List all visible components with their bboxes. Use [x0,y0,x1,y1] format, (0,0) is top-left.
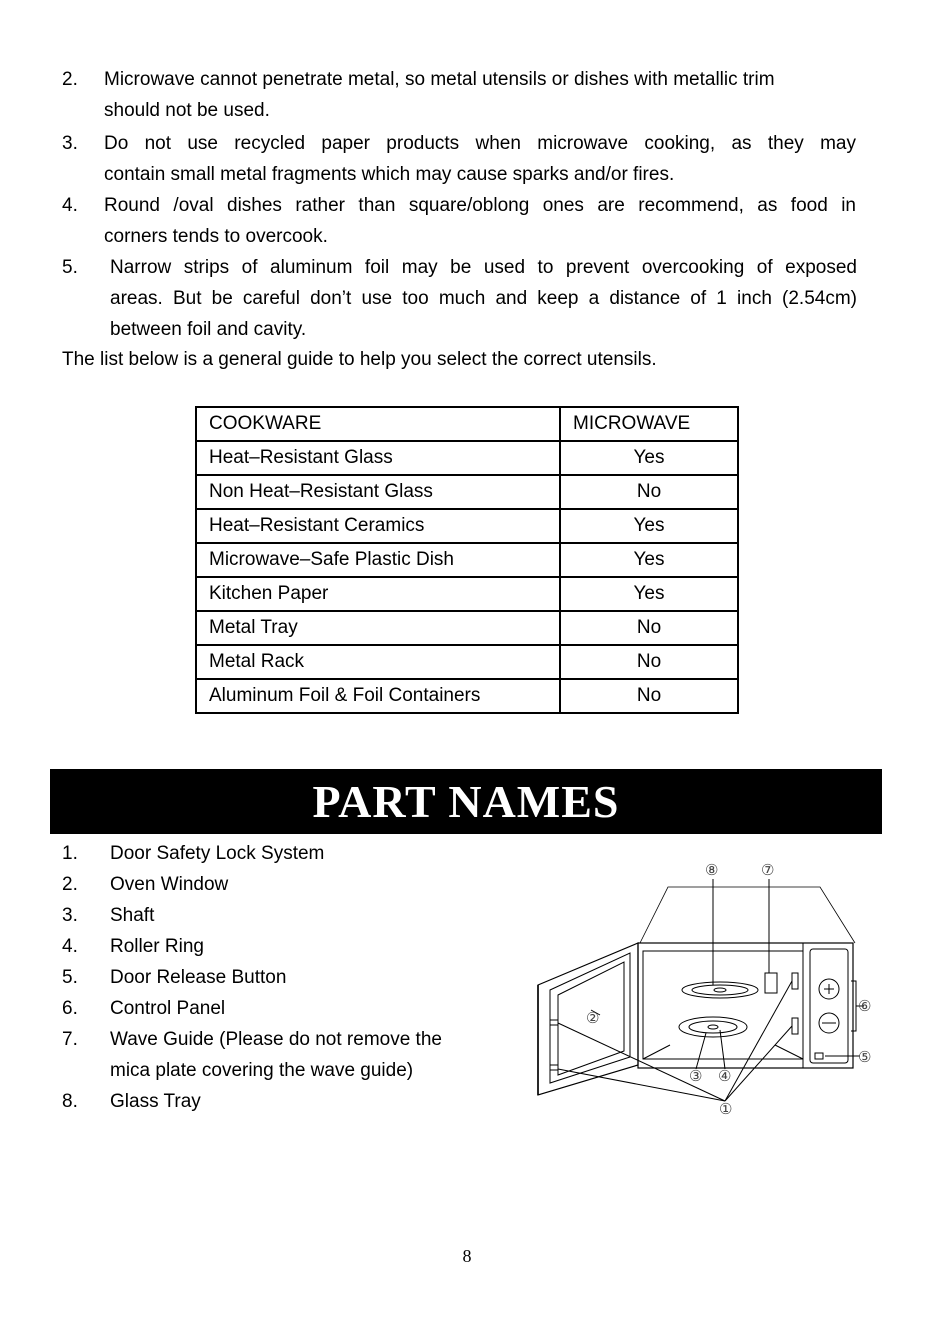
cookware-cell: Metal Tray [196,611,560,645]
note-number: 3. [62,133,78,154]
callout-4: ④ [718,1068,732,1085]
note-line: Microwave cannot penetrate metal, so metal utensils or dishes with metallic trim [104,69,775,90]
cookware-cell: Microwave–Safe Plastic Dish [196,543,560,577]
part-number: 4. [62,936,78,957]
callout-1: ① [719,1101,733,1118]
part-number: 6. [62,998,78,1019]
part-number: 1. [62,843,78,864]
note-number: 5. [62,257,78,278]
table-row [196,611,738,645]
microwave-cell: No [560,679,738,713]
table-header-row [196,407,738,441]
microwave-cell: Yes [560,577,738,611]
note-line: corners tends to overcook. [104,226,328,247]
microwave-cell: Yes [560,543,738,577]
microwave-cell: No [560,611,738,645]
table-row [196,509,738,543]
page-number: 8 [462,1246,472,1266]
note-line: Narrow strips of aluminum foil may be used to prevent overcooking of exposed [110,257,857,278]
table-row [196,475,738,509]
cookware-cell: Kitchen Paper [196,577,560,611]
cookware-cell: Aluminum Foil & Foil Containers [196,679,560,713]
part-label: Oven Window [110,874,229,895]
table-row [196,543,738,577]
part-label: Shaft [110,905,155,926]
microwave-cell: No [560,475,738,509]
note-line: contain small metal fragments which may cause sparks and/or fires. [104,164,675,185]
cookware-cell: Heat–Resistant Glass [196,441,560,475]
part-label: Glass Tray [110,1091,201,1112]
table-header-cookware: COOKWARE [196,407,560,441]
table-row [196,645,738,679]
note-line: should not be used. [104,100,270,121]
microwave-diagram [520,855,900,1130]
section-title-banner: PART NAMES [50,769,882,834]
callout-3: ③ [689,1068,703,1085]
cookware-cell: Metal Rack [196,645,560,679]
cookware-table [195,406,739,714]
callout-7: ⑦ [761,862,775,879]
table-row [196,441,738,475]
part-label: Door Safety Lock System [110,843,325,864]
part-label: Control Panel [110,998,226,1019]
table-header-microwave: MICROWAVE [560,407,738,441]
note-line: Do not use recycled paper products when microwave cooking, as they may [104,133,856,154]
part-label: Door Release Button [110,967,287,988]
part-number: 8. [62,1091,78,1112]
part-label: Wave Guide (Please do not remove the [110,1029,442,1050]
part-number: 2. [62,874,78,895]
part-number: 7. [62,1029,78,1050]
callout-6: ⑥ [858,998,872,1015]
callout-2: ② [586,1010,600,1027]
cookware-cell: Heat–Resistant Ceramics [196,509,560,543]
part-label: Roller Ring [110,936,204,957]
note-number: 2. [62,69,78,90]
microwave-cell: Yes [560,441,738,475]
table-row [196,679,738,713]
part-label: mica plate covering the wave guide) [110,1060,414,1081]
guide-intro: The list below is a general guide to help you select the correct utensils. [62,349,657,370]
table-row [196,577,738,611]
microwave-cell: No [560,645,738,679]
part-number: 3. [62,905,78,926]
part-number: 5. [62,967,78,988]
callout-8: ⑧ [705,862,719,879]
callout-5: ⑤ [858,1049,872,1066]
cookware-cell: Non Heat–Resistant Glass [196,475,560,509]
note-line: between foil and cavity. [110,319,307,340]
note-number: 4. [62,195,78,216]
note-line: areas. But be careful don’t use too much and keep a distance of 1 inch (2.54cm) [110,288,857,309]
microwave-cell: Yes [560,509,738,543]
note-line: Round /oval dishes rather than square/oblong ones are recommend, as food in [104,195,856,216]
